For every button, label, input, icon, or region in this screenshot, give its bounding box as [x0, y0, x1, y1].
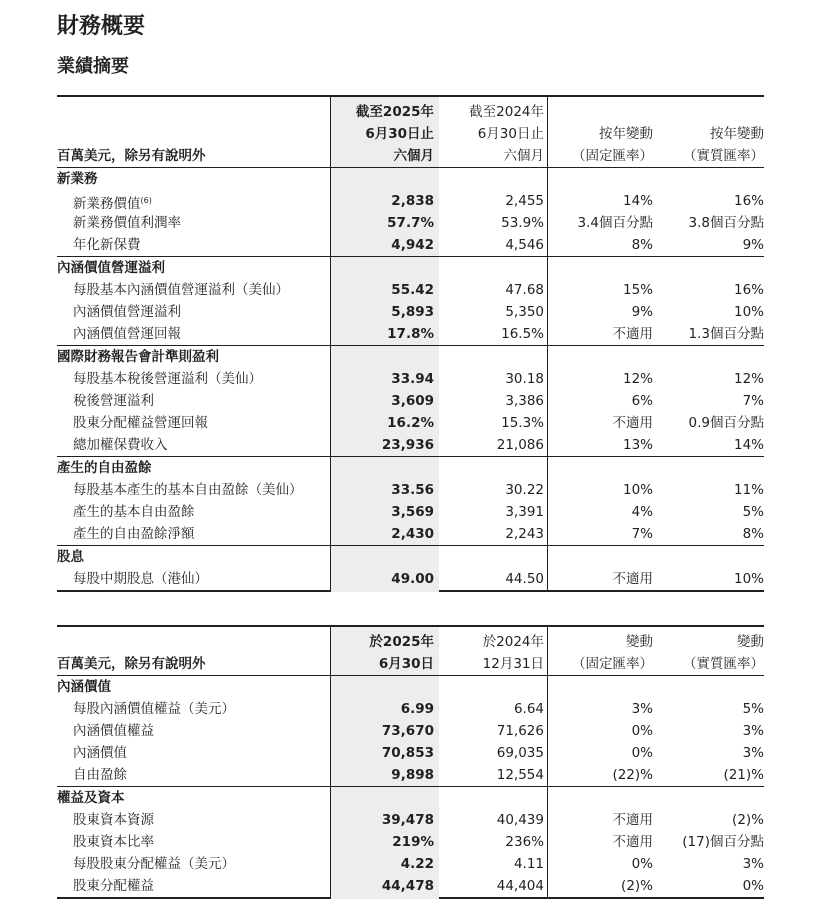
change-constant-fx: 12% [622, 371, 653, 387]
header-col1-line2: 6月30日止 [365, 126, 434, 142]
change-constant-fx: 3% [631, 701, 653, 717]
header-col2-line3: 六個月 [503, 148, 544, 164]
table-row [57, 301, 764, 323]
change-constant-fx: 不適用 [612, 834, 653, 850]
row-label: 自由盈餘 [73, 767, 127, 783]
table-row [57, 212, 764, 234]
row-label: 股東資本資源 [73, 812, 154, 828]
row-label: 每股基本內涵價值營運溢利（美仙） [73, 282, 289, 298]
value-current: 3,569 [391, 504, 434, 520]
table-header [57, 95, 764, 168]
value-prior: 30.22 [505, 482, 544, 498]
header-unit-label: 百萬美元，除另有說明外 [57, 148, 206, 164]
row-label: 每股基本產生的基本自由盈餘（美仙） [73, 482, 303, 498]
value-current: 3,609 [391, 393, 434, 409]
table-body [57, 168, 764, 592]
page-title: 財務概要 [57, 14, 146, 39]
table-row [57, 720, 764, 742]
value-current: 73,670 [381, 723, 434, 739]
row-label: 內涵價值營運溢利 [73, 304, 181, 320]
header-col2-line2: 6月30日止 [477, 126, 544, 142]
value-current: 44,478 [381, 878, 434, 894]
table-row [57, 523, 764, 545]
section-title: 內涵價值 [57, 679, 111, 695]
change-actual-fx: (2)% [732, 812, 764, 828]
performance-table-interim [57, 95, 764, 592]
table-row [57, 412, 764, 434]
header-col1-line1: 截至2025年 [355, 104, 434, 120]
value-prior: 2,455 [505, 193, 544, 209]
table-header [57, 625, 764, 676]
table-row [57, 279, 764, 301]
change-constant-fx: 不適用 [612, 415, 653, 431]
value-current: 5,893 [391, 304, 434, 320]
section-ev-operating-profit [57, 256, 764, 345]
section-dividends [57, 545, 764, 590]
change-actual-fx: 10% [733, 571, 764, 587]
row-label: 內涵價值營運回報 [73, 326, 181, 342]
value-prior: 4,546 [505, 237, 544, 253]
header-col3-line2: （固定匯率） [572, 656, 653, 672]
header-col4-line1: 按年變動 [710, 126, 764, 142]
row-label: 稅後營運溢利 [73, 393, 154, 409]
row-label: 產生的自由盈餘淨額 [73, 526, 195, 542]
value-prior: 44,404 [496, 878, 544, 894]
value-current: 23,936 [381, 437, 434, 453]
header-col4-line1: 變動 [737, 634, 764, 650]
value-prior: 71,626 [496, 723, 544, 739]
value-prior: 3,391 [505, 504, 544, 520]
header-col4-line2: （實質匯率） [683, 656, 764, 672]
change-constant-fx: 14% [622, 193, 653, 209]
row-label: 每股內涵價值權益（美元） [73, 701, 235, 717]
change-actual-fx: 3% [742, 723, 764, 739]
table-row [57, 764, 764, 786]
table-body [57, 676, 764, 899]
change-constant-fx: 9% [631, 304, 653, 320]
change-constant-fx: 不適用 [612, 326, 653, 342]
value-current: 39,478 [381, 812, 434, 828]
section-title: 內涵價值營運溢利 [57, 260, 165, 276]
section-title: 國際財務報告會計準則盈利 [57, 349, 219, 365]
change-constant-fx: 4% [631, 504, 653, 520]
change-constant-fx: 不適用 [612, 571, 653, 587]
change-actual-fx: 0.9個百分點 [688, 415, 764, 431]
value-prior: 21,086 [496, 437, 544, 453]
table-row [57, 742, 764, 764]
table-row [57, 190, 764, 212]
change-constant-fx: 15% [622, 282, 653, 298]
value-prior: 12,554 [496, 767, 544, 783]
change-actual-fx: 10% [733, 304, 764, 320]
section-equity-and-capital [57, 786, 764, 897]
change-actual-fx: 9% [742, 237, 764, 253]
value-current: 16.2% [387, 415, 434, 431]
value-current: 4,942 [391, 237, 434, 253]
change-actual-fx: 0% [742, 878, 764, 894]
header-col1-line2: 6月30日 [378, 656, 434, 672]
value-current: 2,838 [391, 193, 434, 209]
value-current: 2,430 [391, 526, 434, 542]
change-constant-fx: 0% [631, 856, 653, 872]
value-prior: 236% [505, 834, 544, 850]
table-row [57, 479, 764, 501]
change-actual-fx: 8% [742, 526, 764, 542]
change-actual-fx: 14% [733, 437, 764, 453]
value-current: 4.22 [400, 856, 434, 872]
section-free-surplus [57, 456, 764, 545]
header-col3-line1: 按年變動 [599, 126, 653, 142]
row-label: 每股基本稅後營運溢利（美仙） [73, 371, 262, 387]
footnote-marker: (6) [140, 196, 152, 205]
row-label: 內涵價值 [73, 745, 127, 761]
table-row [57, 568, 764, 590]
row-label: 股東分配權益 [73, 878, 154, 894]
header-col1-line3: 六個月 [393, 148, 434, 164]
header-col2-line1: 於2024年 [482, 634, 544, 650]
change-constant-fx: (22)% [612, 767, 653, 783]
table-row [57, 501, 764, 523]
change-constant-fx: 3.4個百分點 [577, 215, 653, 231]
change-actual-fx: 11% [733, 482, 764, 498]
section-ifrs-earnings [57, 345, 764, 456]
change-constant-fx: 6% [631, 393, 653, 409]
change-actual-fx: 16% [733, 282, 764, 298]
change-constant-fx: 不適用 [612, 812, 653, 828]
section-title: 權益及資本 [57, 790, 125, 806]
value-prior: 30.18 [505, 371, 544, 387]
change-actual-fx: 5% [742, 701, 764, 717]
value-current: 33.94 [391, 371, 434, 387]
change-actual-fx: 16% [733, 193, 764, 209]
change-constant-fx: (2)% [621, 878, 653, 894]
change-actual-fx: (21)% [723, 767, 764, 783]
value-prior: 2,243 [505, 526, 544, 542]
section-title: 股息 [57, 549, 84, 565]
value-current: 9,898 [391, 767, 434, 783]
change-constant-fx: 7% [631, 526, 653, 542]
change-actual-fx: 3% [742, 856, 764, 872]
section-title: 新業務 [57, 171, 98, 187]
value-current: 6.99 [400, 701, 434, 717]
value-prior: 47.68 [505, 282, 544, 298]
header-col2-line2: 12月31日 [482, 656, 544, 672]
value-prior: 15.3% [501, 415, 544, 431]
table-row [57, 809, 764, 831]
row-label: 股東分配權益營運回報 [73, 415, 208, 431]
value-current: 49.00 [391, 571, 434, 587]
table-row [57, 434, 764, 456]
table-row [57, 234, 764, 256]
row-label: 新業務價值利潤率 [73, 215, 181, 231]
row-label: 產生的基本自由盈餘 [73, 504, 195, 520]
change-actual-fx: 1.3個百分點 [688, 326, 764, 342]
table-row [57, 323, 764, 345]
row-label: 新業務價值$^{(6)}$ [73, 196, 152, 212]
performance-table-balance-date [57, 625, 764, 899]
change-constant-fx: 0% [631, 723, 653, 739]
value-current: 55.42 [391, 282, 434, 298]
row-label: 年化新保費 [73, 237, 141, 253]
section-new-business [57, 168, 764, 256]
table-row [57, 875, 764, 897]
section-subtitle: 業績摘要 [57, 56, 129, 77]
section-embedded-value [57, 676, 764, 786]
change-constant-fx: 10% [622, 482, 653, 498]
table-row [57, 698, 764, 720]
change-constant-fx: 13% [622, 437, 653, 453]
value-prior: 6.64 [513, 701, 544, 717]
change-actual-fx: 7% [742, 393, 764, 409]
value-prior: 40,439 [496, 812, 544, 828]
value-prior: 69,035 [496, 745, 544, 761]
header-col1-line1: 於2025年 [369, 634, 434, 650]
table-row [57, 368, 764, 390]
value-prior: 5,350 [505, 304, 544, 320]
table-row [57, 831, 764, 853]
section-title: 產生的自由盈餘 [57, 460, 152, 476]
row-label: 股東資本比率 [73, 834, 154, 850]
change-actual-fx: 5% [742, 504, 764, 520]
change-actual-fx: 3.8個百分點 [688, 215, 764, 231]
value-prior: 16.5% [501, 326, 544, 342]
value-current: 219% [392, 834, 434, 850]
header-unit-label: 百萬美元，除另有說明外 [57, 656, 206, 672]
row-label: 總加權保費收入 [73, 437, 168, 453]
change-constant-fx: 8% [631, 237, 653, 253]
header-col4-line2: （實質匯率） [683, 148, 764, 164]
row-label: 每股中期股息（港仙） [73, 571, 208, 587]
change-constant-fx: 0% [631, 745, 653, 761]
value-prior: 3,386 [505, 393, 544, 409]
value-prior: 53.9% [501, 215, 544, 231]
row-label: 每股股東分配權益（美元） [73, 856, 235, 872]
value-current: 17.8% [387, 326, 434, 342]
header-col3-line2: （固定匯率） [572, 148, 653, 164]
value-current: 57.7% [387, 215, 434, 231]
value-current: 70,853 [381, 745, 434, 761]
table-row [57, 853, 764, 875]
change-actual-fx: 3% [742, 745, 764, 761]
value-prior: 4.11 [513, 856, 544, 872]
header-col3-line1: 變動 [626, 634, 653, 650]
header-col2-line1: 截至2024年 [469, 104, 544, 120]
value-prior: 44.50 [505, 571, 544, 587]
change-actual-fx: 12% [733, 371, 764, 387]
value-current: 33.56 [391, 482, 434, 498]
table-row [57, 390, 764, 412]
change-actual-fx: (17)個百分點 [682, 834, 764, 850]
row-label: 內涵價值權益 [73, 723, 154, 739]
